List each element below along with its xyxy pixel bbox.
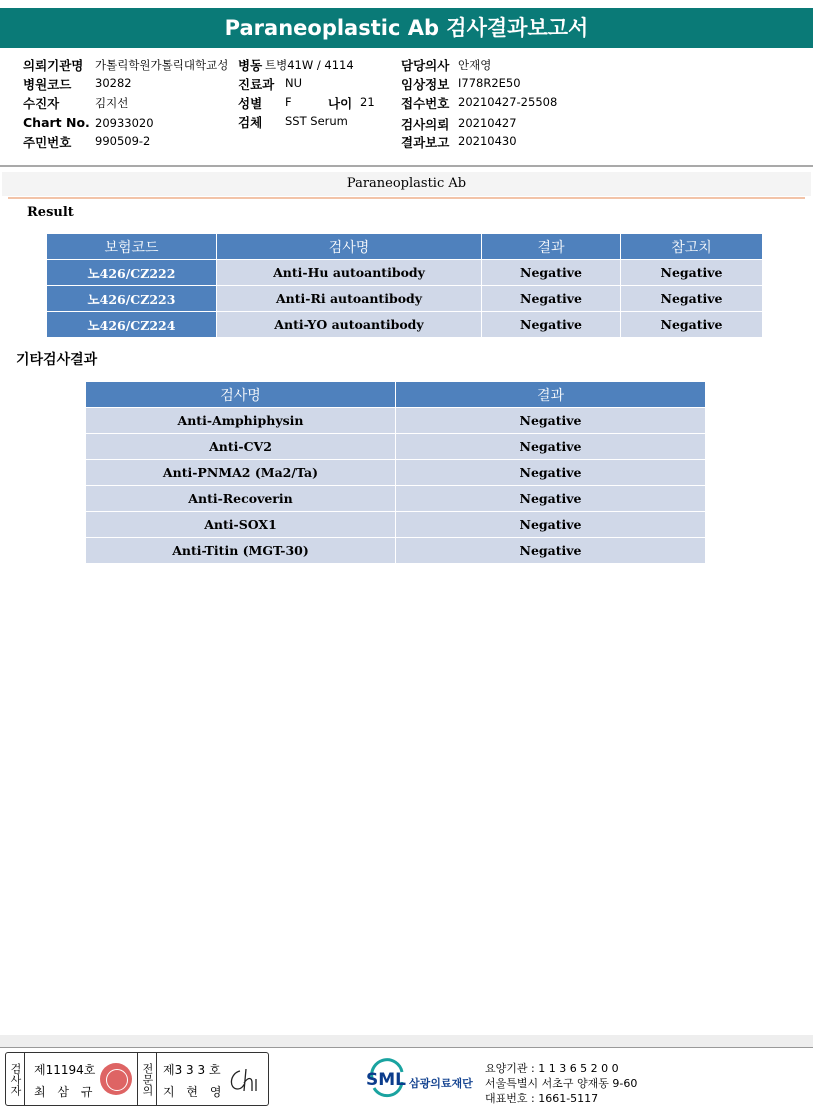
test-name-cell: Anti-Hu autoantibody (217, 260, 482, 286)
report-title: Paraneoplastic Ab 검사결과보고서 (0, 8, 813, 48)
examiner-license: 제11194호 (34, 1063, 96, 1077)
sex-label: 성별 (238, 96, 263, 111)
signature-icon (226, 1065, 262, 1095)
footer-band (0, 1035, 813, 1047)
specimen-label: 검체 (238, 115, 263, 130)
patient-value: 김지선 (95, 96, 129, 110)
ward-label: 병동 (238, 58, 263, 73)
result-cell: Negative (396, 512, 706, 538)
hospital-code-label: 병원코드 (23, 77, 72, 92)
result-cell: Negative (482, 260, 621, 286)
seal-stamp-icon (100, 1063, 132, 1095)
institution-label: 의뢰기관명 (23, 58, 84, 73)
resident-no-label: 주민번호 (23, 135, 72, 150)
header-result: 결과 (396, 382, 706, 408)
table-row (86, 538, 706, 564)
table-row (86, 434, 706, 460)
result-cell: Negative (396, 408, 706, 434)
sex-value: F (285, 95, 292, 109)
doctor-label: 담당의사 (401, 58, 450, 73)
age-label: 나이 (328, 96, 353, 111)
table-row (86, 408, 706, 434)
specimen-value: SST Serum (285, 114, 348, 128)
physician-label: 전문의 (137, 1053, 157, 1105)
test-name-cell: Anti-Ri autoantibody (217, 286, 482, 312)
header-test-name: 검사명 (217, 234, 482, 260)
insurance-code-cell: 노426/CZ224 (47, 312, 217, 338)
table-header-row (47, 234, 763, 260)
org-phone: 대표번호 : 1661-5117 (485, 1092, 599, 1105)
test-name-cell: Anti-Amphiphysin (86, 408, 396, 434)
result-cell: Negative (396, 460, 706, 486)
patient-label: 수진자 (23, 96, 60, 111)
main-result-table (46, 233, 763, 338)
examiner-label: 검사자 (6, 1053, 25, 1105)
signature-box (5, 1052, 269, 1106)
doctor-value: 안재영 (458, 58, 492, 72)
table-row (86, 512, 706, 538)
result-cell: Negative (482, 286, 621, 312)
header-result: 결과 (482, 234, 621, 260)
request-date-value: 20210427 (458, 116, 517, 130)
table-row (86, 460, 706, 486)
report-date-label: 결과보고 (401, 135, 450, 150)
physician-name: 지 현 영 (163, 1085, 226, 1099)
report-date-value: 20210430 (458, 134, 517, 148)
test-name-cell: Anti-YO autoantibody (217, 312, 482, 338)
table-header-row (86, 382, 706, 408)
test-name-cell: Anti-CV2 (86, 434, 396, 460)
chart-no-value: 20933020 (95, 116, 154, 130)
institution-value: 가톨릭학원가톨릭대학교성 (95, 58, 229, 72)
department-value: NU (285, 76, 303, 90)
ward-value: 트병41W / 4114 (265, 58, 354, 72)
examiner-name: 최 삼 규 (34, 1085, 97, 1099)
section-title: Paraneoplastic Ab (346, 176, 467, 191)
insurance-code-cell: 노426/CZ222 (47, 260, 217, 286)
resident-no-value: 990509-2 (95, 134, 151, 148)
table-row (47, 260, 763, 286)
table-row (47, 312, 763, 338)
table-row (47, 286, 763, 312)
org-logo-text: SML (366, 1070, 406, 1090)
test-name-cell: Anti-Recoverin (86, 486, 396, 512)
reference-cell: Negative (621, 312, 763, 338)
org-address: 서울특별시 서초구 양재동 9-60 (485, 1077, 638, 1090)
footer-divider (0, 1047, 813, 1048)
result-cell: Negative (482, 312, 621, 338)
department-label: 진료과 (238, 77, 275, 92)
request-date-label: 검사의뢰 (401, 117, 450, 132)
test-name-cell: Anti-PNMA2 (Ma2/Ta) (86, 460, 396, 486)
clinical-info-value: I778R2E50 (458, 76, 521, 90)
clinical-info-label: 임상정보 (401, 77, 450, 92)
age-value: 21 (360, 95, 375, 109)
chart-no-label: Chart No. (23, 115, 90, 130)
test-name-cell: Anti-SOX1 (86, 512, 396, 538)
section-divider (8, 197, 805, 199)
header-reference: 참고치 (621, 234, 763, 260)
insurance-code-cell: 노426/CZ223 (47, 286, 217, 312)
header-divider (0, 165, 813, 167)
header-insurance-code: 보험코드 (47, 234, 217, 260)
result-cell: Negative (396, 486, 706, 512)
other-results-title: 기타검사결과 (16, 352, 98, 368)
other-result-table (85, 381, 706, 564)
result-cell: Negative (396, 538, 706, 564)
receipt-no-value: 20210427-25508 (458, 95, 558, 109)
hospital-code-value: 30282 (95, 76, 132, 90)
patient-info (0, 54, 813, 164)
test-name-cell: Anti-Titin (MGT-30) (86, 538, 396, 564)
receipt-no-label: 접수번호 (401, 96, 450, 111)
reference-cell: Negative (621, 286, 763, 312)
physician-license: 제3 3 3 호 (163, 1063, 221, 1077)
header-test-name: 검사명 (86, 382, 396, 408)
institution-number: 요양기관 : 1 1 3 6 5 2 0 0 (485, 1062, 619, 1075)
table-row (86, 486, 706, 512)
org-name: 삼광의료재단 (409, 1077, 473, 1090)
result-label: Result (27, 205, 74, 220)
reference-cell: Negative (621, 260, 763, 286)
result-cell: Negative (396, 434, 706, 460)
